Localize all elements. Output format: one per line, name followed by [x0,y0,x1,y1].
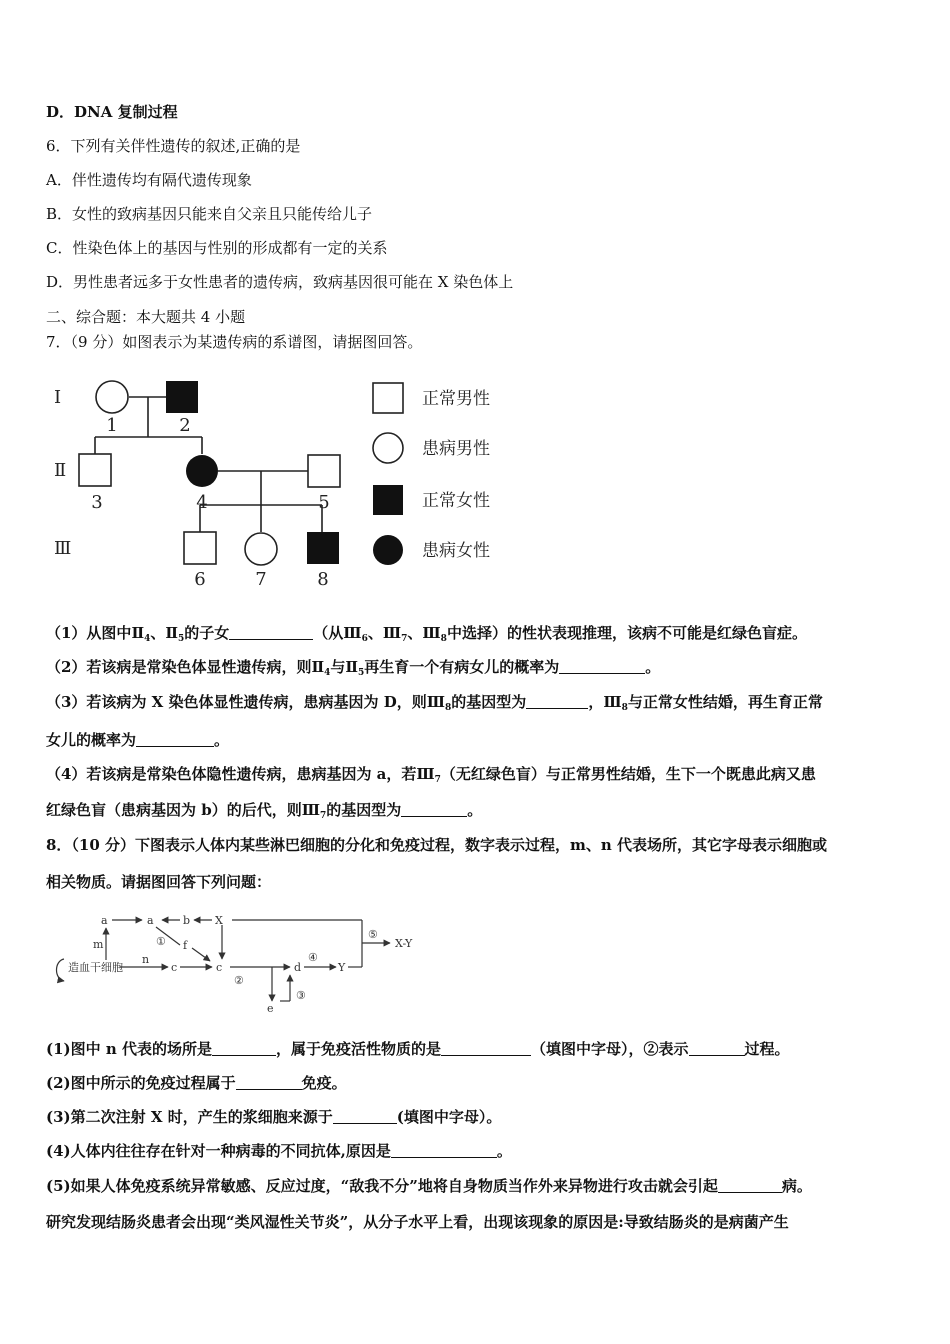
diagram-label-d: d [294,961,302,974]
q7-part-3: （3）若该病为 X 染色体显性遗传病，患病基因为 D，则$Ⅲ_8$的基因型为 ，$Ⅲ_8$与正常女性结婚，再生育正常 [46,693,823,713]
q6-option-a: A．伴性遗传均有隔代遗传现象 [46,171,252,189]
answer-blank[interactable] [559,659,645,674]
label-4: 4 [196,492,208,513]
diagram-label-X: X [215,914,223,927]
diagram-label-c1: c [171,961,178,974]
individual-6 [184,532,216,564]
label-5: 5 [318,492,330,513]
diagram-label-c2: c [216,961,223,974]
diagram-label-m: m [93,938,104,951]
generation-label-1: Ⅰ [54,387,62,408]
answer-blank[interactable] [718,1178,782,1193]
diagram-label-stem-cell: 造血干细胞 [68,961,123,974]
label-8: 8 [317,569,329,590]
generation-label-3: Ⅲ [54,538,72,559]
diagram-step-5: ⑤ [368,928,378,941]
q7-part-4-cont: 红绿色盲（患病基因为 b）的后代，则$Ⅲ_7$的基因型为 。 [46,801,483,821]
individual-8 [307,532,339,564]
legend-affected-female: 患病女性 [422,541,490,561]
diagram-label-e: e [267,1002,274,1013]
diagram-step-1: ① [156,935,166,948]
individual-1 [96,381,128,413]
generation-label-2: Ⅱ [54,460,67,481]
label-2: 2 [179,415,191,436]
answer-blank[interactable] [229,625,313,640]
q8-part-5-cont: 研究发现结肠炎患者会出现“类风湿性关节炎”，从分子水平上看，出现该现象的原因是:导致结肠炎的是病菌产生 [46,1213,789,1231]
q6-option-d: D．男性患者远多于女性患者的遗传病，致病基因很可能在 X 染色体上 [46,273,514,291]
diagram-label-n: n [142,953,150,966]
immune-process-diagram [50,905,430,1013]
q8-part-1: (1)图中 n 代表的场所是 ，属于免疫活性物质的是 （填图中字母），②表示 过程。 [46,1040,790,1058]
diagram-label-Y: Y [338,961,346,974]
diagram-step-2: ② [234,974,244,987]
q8-part-4: (4)人体内往往存在针对一种病毒的不同抗体,原因是 。 [46,1142,512,1160]
answer-blank[interactable] [401,802,467,817]
label-6: 6 [194,569,206,590]
q8-stem-line-2: 相关物质。请据图回答下列问题： [46,873,272,891]
q8-part-5: (5)如果人体免疫系统异常敏感、反应过度，“敌我不分”地将自身物质当作外来异物进行攻击就会引起 病。 [46,1177,812,1195]
q7-part-4: （4）若该病是常染色体隐性遗传病，患病基因为 a，若$Ⅲ_7$（无红绿色盲）与正常男性结婚，生下一个既患此病又患 [46,765,816,785]
label-3: 3 [91,492,103,513]
q7-part-1: （1）从图中$Ⅱ_4$、$Ⅱ_5$的子女 （从$Ⅲ_6$、$Ⅲ_7$、$Ⅲ_8$中选择）的性状表现推理，该病不可能是红绿色盲症。 [46,624,807,644]
q8-part-3: (3)第二次注射 X 时，产生的浆细胞来源于 (填图中字母）。 [46,1108,502,1126]
answer-blank[interactable] [391,1143,497,1158]
section-heading: 二、综合题：本大题共 4 小题 [46,308,246,326]
q6-option-b: B．女性的致病基因只能来自父亲且只能传给儿子 [46,205,373,223]
q6-option-c: C．性染色体上的基因与性别的形成都有一定的关系 [46,239,388,257]
answer-blank[interactable] [689,1041,745,1056]
diagram-label-a1: a [101,914,108,927]
individual-3 [79,454,111,486]
diagram-label-XY: X-Y [395,937,413,950]
individual-4 [186,455,218,487]
q7-part-2: （2）若该病是常染色体显性遗传病，则$Ⅱ_4$与$Ⅱ_5$再生育一个有病女儿的概率为 。 [46,658,661,678]
legend-normal-female: 正常女性 [422,491,490,511]
legend-normal-male: 正常男性 [422,389,490,409]
answer-blank[interactable] [236,1075,302,1090]
diagram-label-f: f [183,939,188,952]
individual-7 [245,533,277,565]
label-7: 7 [255,569,267,590]
pedigree-chart [40,370,540,595]
q7-part-3-cont: 女儿的概率为 。 [46,731,230,749]
q8-stem-line-1: 8．（10 分）下图表示人体内某些淋巴细胞的分化和免疫过程，数字表示过程，m、n 代表场所，其它字母表示细胞或 [46,836,828,854]
diagram-label-a2: a [147,914,154,927]
individual-5 [308,455,340,487]
q7-stem: 7．（9 分）如图表示为某遗传病的系谱图，请据图回答。 [46,333,423,351]
legend-affected-male: 患病男性 [422,439,490,459]
label-1: 1 [106,415,118,436]
diagram-step-4: ④ [308,951,318,964]
diagram-step-3: ③ [296,989,306,1002]
individual-2 [166,381,198,413]
q5-option-d: D．DNA 复制过程 [46,103,178,121]
answer-blank[interactable] [526,694,588,709]
q8-part-2: (2)图中所示的免疫过程属于 免疫。 [46,1074,347,1092]
answer-blank[interactable] [441,1041,531,1056]
q6-stem: 6．下列有关伴性遗传的叙述,正确的是 [46,137,301,155]
diagram-label-b: b [183,914,191,927]
answer-blank[interactable] [136,732,214,747]
answer-blank[interactable] [212,1041,276,1056]
answer-blank[interactable] [333,1109,397,1124]
